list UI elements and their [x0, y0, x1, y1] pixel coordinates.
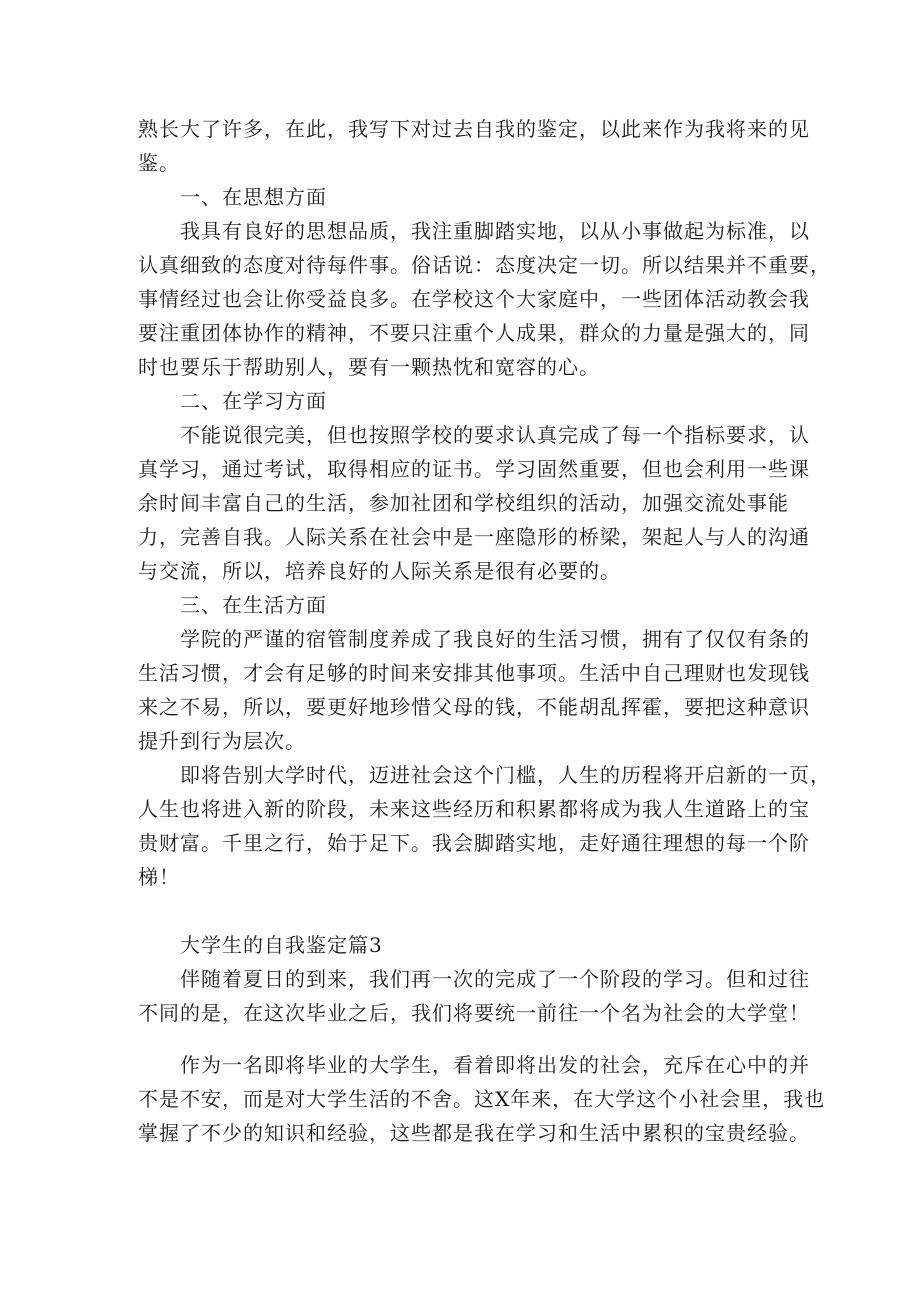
paragraph-line: 不同的是，在这次毕业之后，我们将要统一前往一个名为社会的大学堂！ — [138, 1001, 810, 1025]
paragraph-line: 作为一名即将毕业的大学生，看着即将出发的社会，充斥在心中的并 — [180, 1053, 810, 1077]
paragraph-line: 真学习，通过考试，取得相应的证书。学习固然重要，但也会利用一些课 — [138, 457, 810, 481]
paragraph-line: 事情经过也会让你受益良多。在学校这个大家庭中，一些团体活动教会我 — [138, 287, 810, 311]
paragraph-line: 学院的严谨的宿管制度养成了我良好的生活习惯，拥有了仅仅有条的 — [180, 627, 810, 651]
article-title-part3: 大学生的自我鉴定篇3 — [180, 933, 383, 957]
paragraph-line: 时也要乐于帮助别人，要有一颗热忱和宽容的心。 — [138, 355, 600, 379]
paragraph-line: 力，完善自我。人际关系在社会中是一座隐形的桥梁，架起人与人的沟通 — [138, 525, 810, 549]
paragraph-line: 不是不安，而是对大学生活的不舍。这X年来，在大学这个小社会里，我也 — [138, 1087, 826, 1111]
paragraph-line: 熟长大了许多，在此，我写下对过去自我的鉴定，以此来作为我将来的见 — [138, 117, 810, 141]
paragraph-line: 提升到行为层次。 — [138, 729, 306, 753]
section-heading-life: 三、在生活方面 — [180, 593, 327, 617]
paragraph-line: 即将告别大学时代，迈进社会这个门槛，人生的历程将开启新的一页， — [180, 763, 831, 787]
section-heading-thought: 一、在思想方面 — [180, 185, 327, 209]
paragraph-line: 认真细致的态度对待每件事。俗话说：态度决定一切。所以结果并不重要， — [138, 253, 831, 277]
paragraph-line: 不能说很完美，但也按照学校的要求认真完成了每一个指标要求，认 — [180, 423, 810, 447]
paragraph-line: 梯！ — [138, 865, 180, 889]
document-body — [138, 112, 831, 1150]
paragraph-line: 要注重团体协作的精神，不要只注重个人成果，群众的力量是强大的，同 — [138, 321, 810, 345]
paragraph-line: 伴随着夏日的到来，我们再一次的完成了一个阶段的学习。但和过往 — [180, 967, 810, 991]
paragraph-line: 余时间丰富自己的生活，参加社团和学校组织的活动，加强交流处事能 — [138, 491, 789, 515]
section-heading-study: 二、在学习方面 — [180, 389, 327, 413]
paragraph-line: 鉴。 — [138, 151, 180, 175]
section-spacer — [138, 894, 784, 928]
paragraph-line: 我具有良好的思想品质，我注重脚踏实地，以从小事做起为标准，以 — [180, 219, 810, 243]
paragraph-line: 掌握了不少的知识和经验，这些都是我在学习和生活中累积的宝贵经验。 — [138, 1121, 810, 1145]
paragraph-line: 贵财富。千里之行，始于足下。我会脚踏实地，走好通往理想的每一个阶 — [138, 831, 810, 855]
paragraph-line: 生活习惯，才会有足够的时间来安排其他事项。生活中自己理财也发现钱 — [138, 661, 810, 685]
paragraph-spacer — [138, 1030, 784, 1048]
paragraph-line: 来之不易，所以，要更好地珍惜父母的钱，不能胡乱挥霍，要把这种意识 — [138, 695, 810, 719]
paragraph-line: 人生也将进入新的阶段，未来这些经历和积累都将成为我人生道路上的宝 — [138, 797, 810, 821]
paragraph-line: 与交流，所以，培养良好的人际关系是很有必要的。 — [138, 559, 621, 583]
